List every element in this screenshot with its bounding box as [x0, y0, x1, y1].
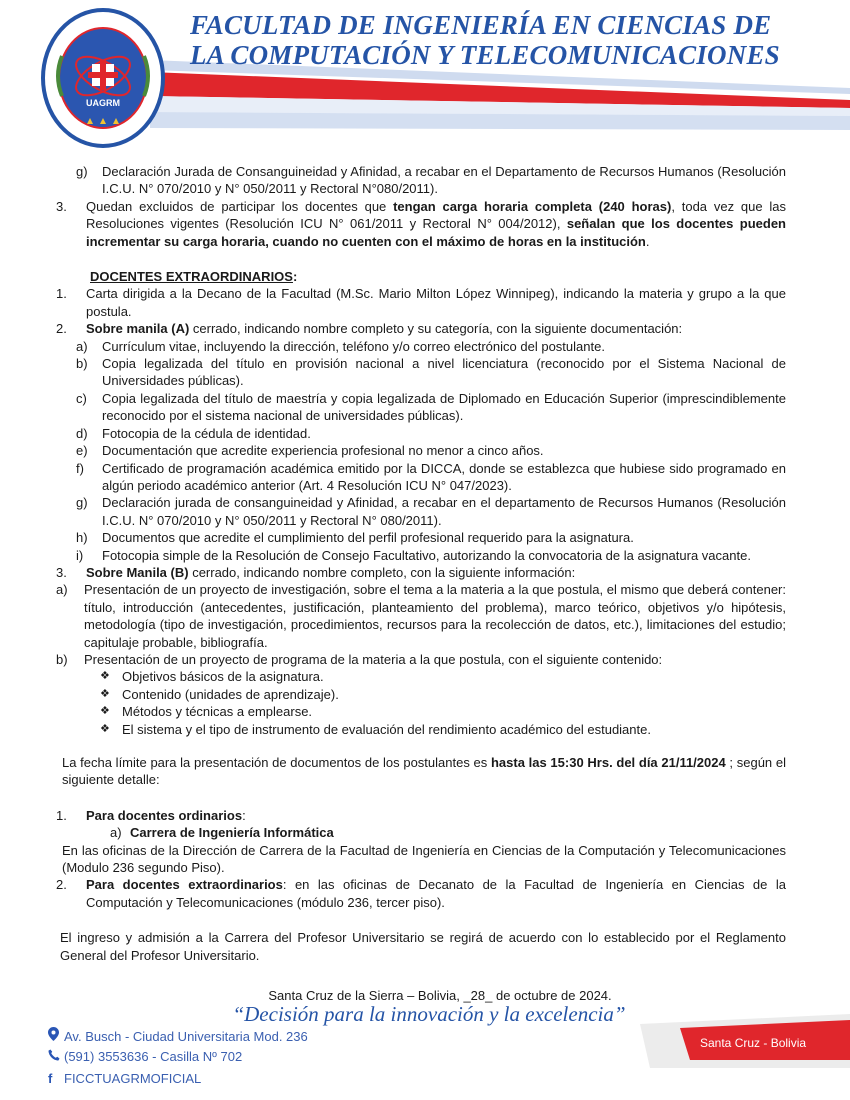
deadline-paragraph	[56, 754, 786, 789]
social-text[interactable]: FICCTUAGRMOFICIAL	[64, 1071, 202, 1086]
list-letter: g)	[76, 164, 88, 179]
list-letter: e)	[76, 443, 88, 459]
bullet-item	[56, 703, 786, 720]
text-run-bold: Sobre manila (A)	[86, 321, 190, 337]
address-line	[48, 1027, 308, 1044]
faculty-title-line2: LA COMPUTACIÓN Y TELECOMUNICACIONES	[190, 40, 780, 70]
list-text: Documentación que acredite experiencia profesional no menor a cinco años.	[102, 443, 544, 459]
list-item-extra-2	[56, 320, 786, 337]
text-run: :	[242, 807, 246, 823]
list-text: Carta dirigida a la Decano de la Facultad (M.Sc. Mario Milton López Winnipeg), indicando la materia y grupo a la que postula.	[86, 286, 786, 319]
social-line	[48, 1071, 201, 1086]
bullet-text: Contenido (unidades de aprendizaje).	[122, 686, 339, 702]
list-text: En las oficinas de la Dirección de Carrera de la Facultad de Ingeniería en Ciencias de la Computación y Telecomunicaciones (Modulo 236 segundo Piso).	[62, 842, 786, 876]
list-item	[56, 460, 786, 495]
diamond-bullet-icon: ❖	[100, 687, 110, 700]
list-letter: a)	[110, 825, 122, 841]
list-item	[56, 529, 786, 546]
list-text: Copia legalizada del título de maestría y copia legalizada de Diplomado en Educación Superior (imprescindiblemente reconocido por el sistema nacional de universidades públicas).	[102, 390, 786, 424]
list-letter: f)	[76, 460, 84, 476]
list-item	[56, 442, 786, 459]
text-run-bold: Para docentes ordinarios	[86, 807, 243, 823]
text-run-bold: Carrera de Ingeniería Informática	[130, 825, 334, 841]
list-item-b-b	[56, 651, 786, 668]
bullet-text: Métodos y técnicas a emplearse.	[122, 704, 313, 720]
list-letter: c)	[76, 390, 87, 406]
location-pin-icon	[48, 1027, 64, 1044]
bullet-text: Objetivos básicos de la asignatura.	[122, 669, 324, 685]
list-number: 3.	[56, 564, 67, 580]
list-item-extra-3	[56, 564, 786, 581]
list-text: Documentos que acredite el cumplimiento del perfil profesional requerido para la asignatura.	[102, 530, 634, 546]
list-item-prev-3	[56, 198, 786, 250]
list-text: Declaración jurada de consanguineidad y Afinidad, a recabar en el departamento de Recursos Humanos (Resolución I.C.U. N° 070/2010 y N° 050/2011 y Rectoral N° 080/2011).	[102, 495, 786, 528]
place-item-1	[56, 807, 786, 824]
list-number: 2.	[56, 321, 67, 337]
list-number: 1.	[56, 286, 67, 302]
list-item-extra-1	[56, 285, 786, 320]
list-text: Fotocopia de la cédula de identidad.	[102, 425, 311, 441]
list-text: Presentación de un proyecto de investigación, sobre el tema a la materia a la que postula, el mismo que deberá contener: título, introducción (antecedentes, justificación, planteamiento del problema), marco teórico, objetivos y/o hipótesis, metodología (tipo de investigación, procedimientos, recursos para la recolección de datos, etc.), limitaciones del estudio; capitulaje probable, bibliografía.	[84, 582, 786, 650]
place-item-1-text	[56, 842, 786, 877]
facebook-icon: f	[48, 1071, 53, 1086]
text-run: ; según el siguiente detalle:	[62, 755, 786, 788]
list-letter: b)	[56, 651, 68, 667]
list-text: Fotocopia simple de la Resolución de Consejo Facultativo, autorizando la convocatoria de la asignatura vacante.	[102, 547, 751, 563]
list-item	[56, 494, 786, 529]
diamond-bullet-icon: ❖	[100, 670, 110, 683]
text-run: cerrado, indicando nombre completo, con la siguiente información:	[188, 564, 576, 580]
text-run: Quedan excluidos de participar los docentes que	[86, 198, 394, 214]
list-letter: i)	[76, 547, 84, 563]
list-text: Declaración Jurada de Consanguineidad y Afinidad, a recabar en el Departamento de Recursos Humanos (Resolución I.C.U. N° 070/2010 y N° 050/2011 y Rectoral N°080/2011).	[102, 164, 786, 197]
text-run-bold: Para docentes extraordinarios	[86, 877, 283, 893]
slogan: “Decisión para la innovación y la excelencia”	[232, 1002, 626, 1026]
bullet-item	[56, 686, 786, 703]
faculty-title-line1: FACULTAD DE INGENIERÍA EN CIENCIAS DE	[190, 10, 772, 40]
list-letter: g)	[76, 495, 88, 511]
diamond-bullet-icon: ❖	[100, 722, 110, 735]
list-text: Copia legalizada del título en provisión nacional a nivel licenciatura (reconocido por el Sistema Nacional de Universidades públicas).	[102, 356, 786, 389]
list-letter: d)	[76, 425, 88, 441]
text-run: cerrado, indicando nombre completo y su categoría, con la siguiente documentación:	[189, 321, 683, 337]
text-run-bold: hasta las 15:30 Hrs. del día 21/11/2024	[490, 755, 726, 770]
list-text: Presentación de un proyecto de programa de la materia a la que postula, con el siguiente contenido:	[84, 651, 663, 667]
address-text: Av. Busch - Ciudad Universitaria Mod. 236	[64, 1029, 308, 1044]
list-item	[56, 547, 786, 564]
section-heading-text: DOCENTES EXTRAORDINARIOS	[90, 269, 293, 285]
list-item	[56, 355, 786, 390]
diamond-bullet-icon: ❖	[100, 705, 110, 718]
text-run: : en las oficinas de Decanato de la Facultad de Ingeniería en Ciencias de la Computación y Telecomunicaciones (módulo 236, tercer piso).	[86, 877, 786, 910]
phone-text: (591) 3553636 - Casilla Nº 702	[64, 1049, 243, 1064]
faculty-logo	[40, 6, 166, 154]
place-date: Santa Cruz de la Sierra – Bolivia, _28_ de octubre de 2024.	[268, 988, 612, 1003]
text-run: .	[645, 233, 650, 249]
list-letter: b)	[76, 356, 88, 372]
list-item-prev-g	[56, 163, 786, 198]
list-number: 1.	[56, 807, 67, 823]
list-item-b-a	[56, 581, 786, 651]
list-text: Certificado de programación académica emitido por la DICCA, donde se establezca que hubiese sido programado en algún periodo académico anterior (Art. 4 Resolución ICU N° 047/2023).	[102, 460, 786, 493]
phone-icon	[48, 1049, 64, 1064]
list-letter: a)	[76, 338, 88, 354]
bullet-item	[56, 721, 786, 738]
section-heading	[56, 268, 786, 285]
list-text: Currículum vitae, incluyendo la dirección, teléfono y/o correo electrónico del postulante.	[102, 338, 605, 354]
document-body	[56, 163, 786, 964]
sub-list-a	[56, 338, 786, 564]
bullet-text: El sistema y el tipo de instrumento de evaluación del rendimiento académico del estudiante.	[122, 721, 651, 737]
text-run: La fecha límite para la presentación de documentos de los postulantes es	[62, 755, 491, 770]
list-item	[56, 390, 786, 425]
list-number: 2.	[56, 877, 67, 893]
closing-text: El ingreso y admisión a la Carrera del Profesor Universitario se regirá de acuerdo con lo establecido por el Reglamento General del Profesor Universitario.	[60, 930, 786, 963]
place-item-2	[56, 876, 786, 911]
bullet-item	[56, 668, 786, 685]
list-number: 3.	[56, 198, 67, 214]
faculty-title	[190, 10, 830, 70]
logo-label: UAGRM	[86, 98, 120, 108]
text-run: , toda vez que las Resoluciones vigentes (Resolución ICU N° 061/2011 y Rectoral N° 004/2012),	[86, 198, 786, 232]
text-run-bold: tengan carga horaria completa (240 horas)	[393, 198, 672, 214]
list-item	[56, 425, 786, 442]
list-item	[56, 338, 786, 355]
list-letter: h)	[76, 530, 88, 546]
location-tag: Santa Cruz - Bolivia	[700, 1036, 807, 1050]
place-item-1a	[56, 824, 786, 841]
section-heading-colon: :	[292, 269, 298, 285]
list-letter: a)	[56, 582, 68, 598]
closing-paragraph	[56, 929, 786, 964]
phone-line	[48, 1049, 242, 1064]
text-run-bold: Sobre Manila (B)	[86, 564, 189, 580]
text-run-bold: señalan que los docentes pueden incrementar su carga horaria, cuando no cuenten con el máximo de horas en la institución	[86, 216, 786, 249]
